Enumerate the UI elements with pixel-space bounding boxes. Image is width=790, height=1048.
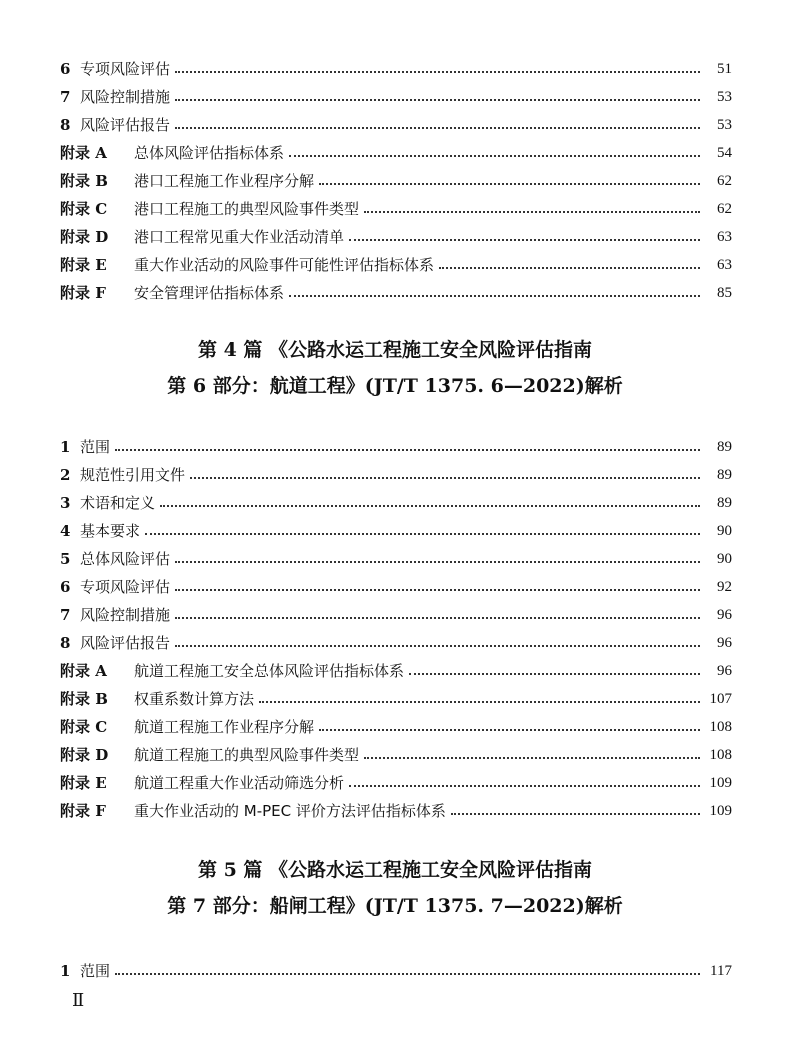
entry-number: 5 (60, 550, 71, 568)
dot-leader (349, 784, 700, 787)
dot-leader (289, 294, 700, 297)
entry-page: 51 (717, 61, 732, 77)
toc-entry[interactable] (60, 218, 732, 246)
toc-entry[interactable] (60, 50, 732, 78)
toc-entry[interactable] (60, 512, 732, 540)
entry-number: 6 (60, 578, 71, 596)
entry-number: 3 (60, 494, 71, 512)
toc-entry[interactable] (60, 134, 732, 162)
entry-page: 109 (709, 775, 732, 791)
appendix-label: 附录 C (60, 718, 108, 736)
entry-title: 风险评估报告 (80, 116, 171, 134)
entry-number: 7 (60, 88, 71, 106)
entry-title: 航道工程施工作业程序分解 (134, 718, 315, 736)
toc-entry[interactable] (60, 246, 732, 274)
entry-page: 89 (717, 467, 732, 483)
entry-number: 6 (60, 60, 71, 78)
entry-page: 54 (717, 145, 732, 161)
dot-leader (319, 182, 700, 185)
dot-leader (115, 972, 700, 975)
entry-page: 96 (717, 663, 732, 679)
entry-title: 规范性引用文件 (80, 466, 186, 484)
part4-heading (0, 338, 790, 410)
entry-page: 92 (717, 579, 732, 595)
entry-title: 专项风险评估 (80, 578, 171, 596)
dot-leader (145, 532, 700, 535)
appendix-label: 附录 F (60, 802, 106, 820)
entry-title: 航道工程重大作业活动筛选分析 (134, 774, 345, 792)
entry-number: 7 (60, 606, 71, 624)
appendix-label: 附录 B (60, 690, 108, 708)
dot-leader (439, 266, 700, 269)
toc-entry[interactable] (60, 952, 732, 980)
entry-title: 基本要求 (80, 522, 141, 540)
entry-page: 62 (717, 201, 732, 217)
entry-title: 总体风险评估 (80, 550, 171, 568)
entry-page: 53 (717, 89, 732, 105)
page-folio: Ⅱ (72, 990, 85, 1010)
appendix-label: 附录 A (60, 144, 107, 162)
dot-leader (451, 812, 700, 815)
entry-title: 安全管理评估指标体系 (134, 284, 285, 302)
entry-title: 术语和定义 (80, 494, 156, 512)
appendix-label: 附录 E (60, 774, 107, 792)
entry-page: 96 (717, 635, 732, 651)
dot-leader (160, 504, 700, 507)
appendix-label: 附录 C (60, 200, 108, 218)
appendix-label: 附录 F (60, 284, 106, 302)
dot-leader (175, 98, 700, 101)
toc-entry[interactable] (60, 456, 732, 484)
dot-leader (349, 238, 700, 241)
dot-leader (364, 210, 700, 213)
entry-title: 风险控制措施 (80, 88, 171, 106)
toc-entry[interactable] (60, 484, 732, 512)
entry-page: 63 (717, 229, 732, 245)
dot-leader (259, 700, 700, 703)
appendix-label: 附录 D (60, 746, 109, 764)
entry-page: 62 (717, 173, 732, 189)
part4-heading-line1: 第 4 篇 《公路水运工程施工安全风险评估指南 (197, 339, 593, 361)
dot-leader (175, 70, 700, 73)
entry-title: 风险控制措施 (80, 606, 171, 624)
entry-number: 4 (60, 522, 71, 540)
dot-leader (175, 560, 700, 563)
entry-page: 90 (717, 551, 732, 567)
appendix-label: 附录 A (60, 662, 107, 680)
toc-entry[interactable] (60, 736, 732, 764)
dot-leader (319, 728, 700, 731)
dot-leader (175, 644, 700, 647)
dot-leader (289, 154, 700, 157)
entry-page: 63 (717, 257, 732, 273)
entry-page: 107 (709, 691, 732, 707)
toc-entry[interactable] (60, 428, 732, 456)
entry-page: 89 (717, 495, 732, 511)
entry-title: 总体风险评估指标体系 (134, 144, 285, 162)
part4-heading-line2: 第 6 部分：航道工程》(JT/T 1375. 6—2022)解析 (167, 375, 623, 397)
toc-entry[interactable] (60, 680, 732, 708)
toc-entry[interactable] (60, 274, 732, 302)
toc-entry[interactable] (60, 764, 732, 792)
dot-leader (190, 476, 700, 479)
appendix-label: 附录 D (60, 228, 109, 246)
toc-entry[interactable] (60, 792, 732, 820)
toc-entry[interactable] (60, 568, 732, 596)
toc-section-part4 (60, 428, 732, 820)
entry-number: 8 (60, 116, 71, 134)
toc-section-part5 (60, 952, 732, 980)
dot-leader (409, 672, 700, 675)
entry-page: 109 (709, 803, 732, 819)
entry-page: 108 (709, 747, 732, 763)
entry-page: 89 (717, 439, 732, 455)
dot-leader (364, 756, 700, 759)
entry-title: 风险评估报告 (80, 634, 171, 652)
entry-title: 港口工程施工作业程序分解 (134, 172, 315, 190)
toc-entry[interactable] (60, 540, 732, 568)
entry-page: 85 (717, 285, 732, 301)
toc-entry[interactable] (60, 624, 732, 652)
part5-heading-line2: 第 7 部分：船闸工程》(JT/T 1375. 7—2022)解析 (167, 895, 623, 917)
entry-page: 117 (710, 963, 732, 979)
toc-entry[interactable] (60, 708, 732, 736)
entry-title: 港口工程施工的典型风险事件类型 (134, 200, 360, 218)
entry-title: 权重系数计算方法 (134, 690, 255, 708)
entry-title: 港口工程常见重大作业活动清单 (134, 228, 345, 246)
dot-leader (115, 448, 700, 451)
toc-entry[interactable] (60, 190, 732, 218)
entry-title: 重大作业活动的 M-PEC 评价方法评估指标体系 (134, 802, 446, 820)
dot-leader (175, 126, 700, 129)
appendix-label: 附录 E (60, 256, 107, 274)
part5-heading (0, 858, 790, 930)
entry-title: 航道工程施工的典型风险事件类型 (134, 746, 360, 764)
dot-leader (175, 616, 700, 619)
toc-entry[interactable] (60, 78, 732, 106)
entry-page: 108 (709, 719, 732, 735)
entry-number: 1 (60, 962, 71, 980)
entry-title: 航道工程施工安全总体风险评估指标体系 (134, 662, 405, 680)
toc-entry[interactable] (60, 162, 732, 190)
entry-title: 范围 (80, 962, 111, 980)
dot-leader (175, 588, 700, 591)
toc-section-part3-tail (60, 50, 732, 302)
entry-page: 96 (717, 607, 732, 623)
toc-entry[interactable] (60, 652, 732, 680)
toc-entry[interactable] (60, 596, 732, 624)
entry-title: 范围 (80, 438, 111, 456)
entry-number: 2 (60, 466, 71, 484)
entry-title: 重大作业活动的风险事件可能性评估指标体系 (134, 256, 435, 274)
toc-entry[interactable] (60, 106, 732, 134)
entry-page: 53 (717, 117, 732, 133)
part5-heading-line1: 第 5 篇 《公路水运工程施工安全风险评估指南 (197, 859, 593, 881)
appendix-label: 附录 B (60, 172, 108, 190)
entry-title: 专项风险评估 (80, 60, 171, 78)
entry-page: 90 (717, 523, 732, 539)
entry-number: 8 (60, 634, 71, 652)
entry-number: 1 (60, 438, 71, 456)
